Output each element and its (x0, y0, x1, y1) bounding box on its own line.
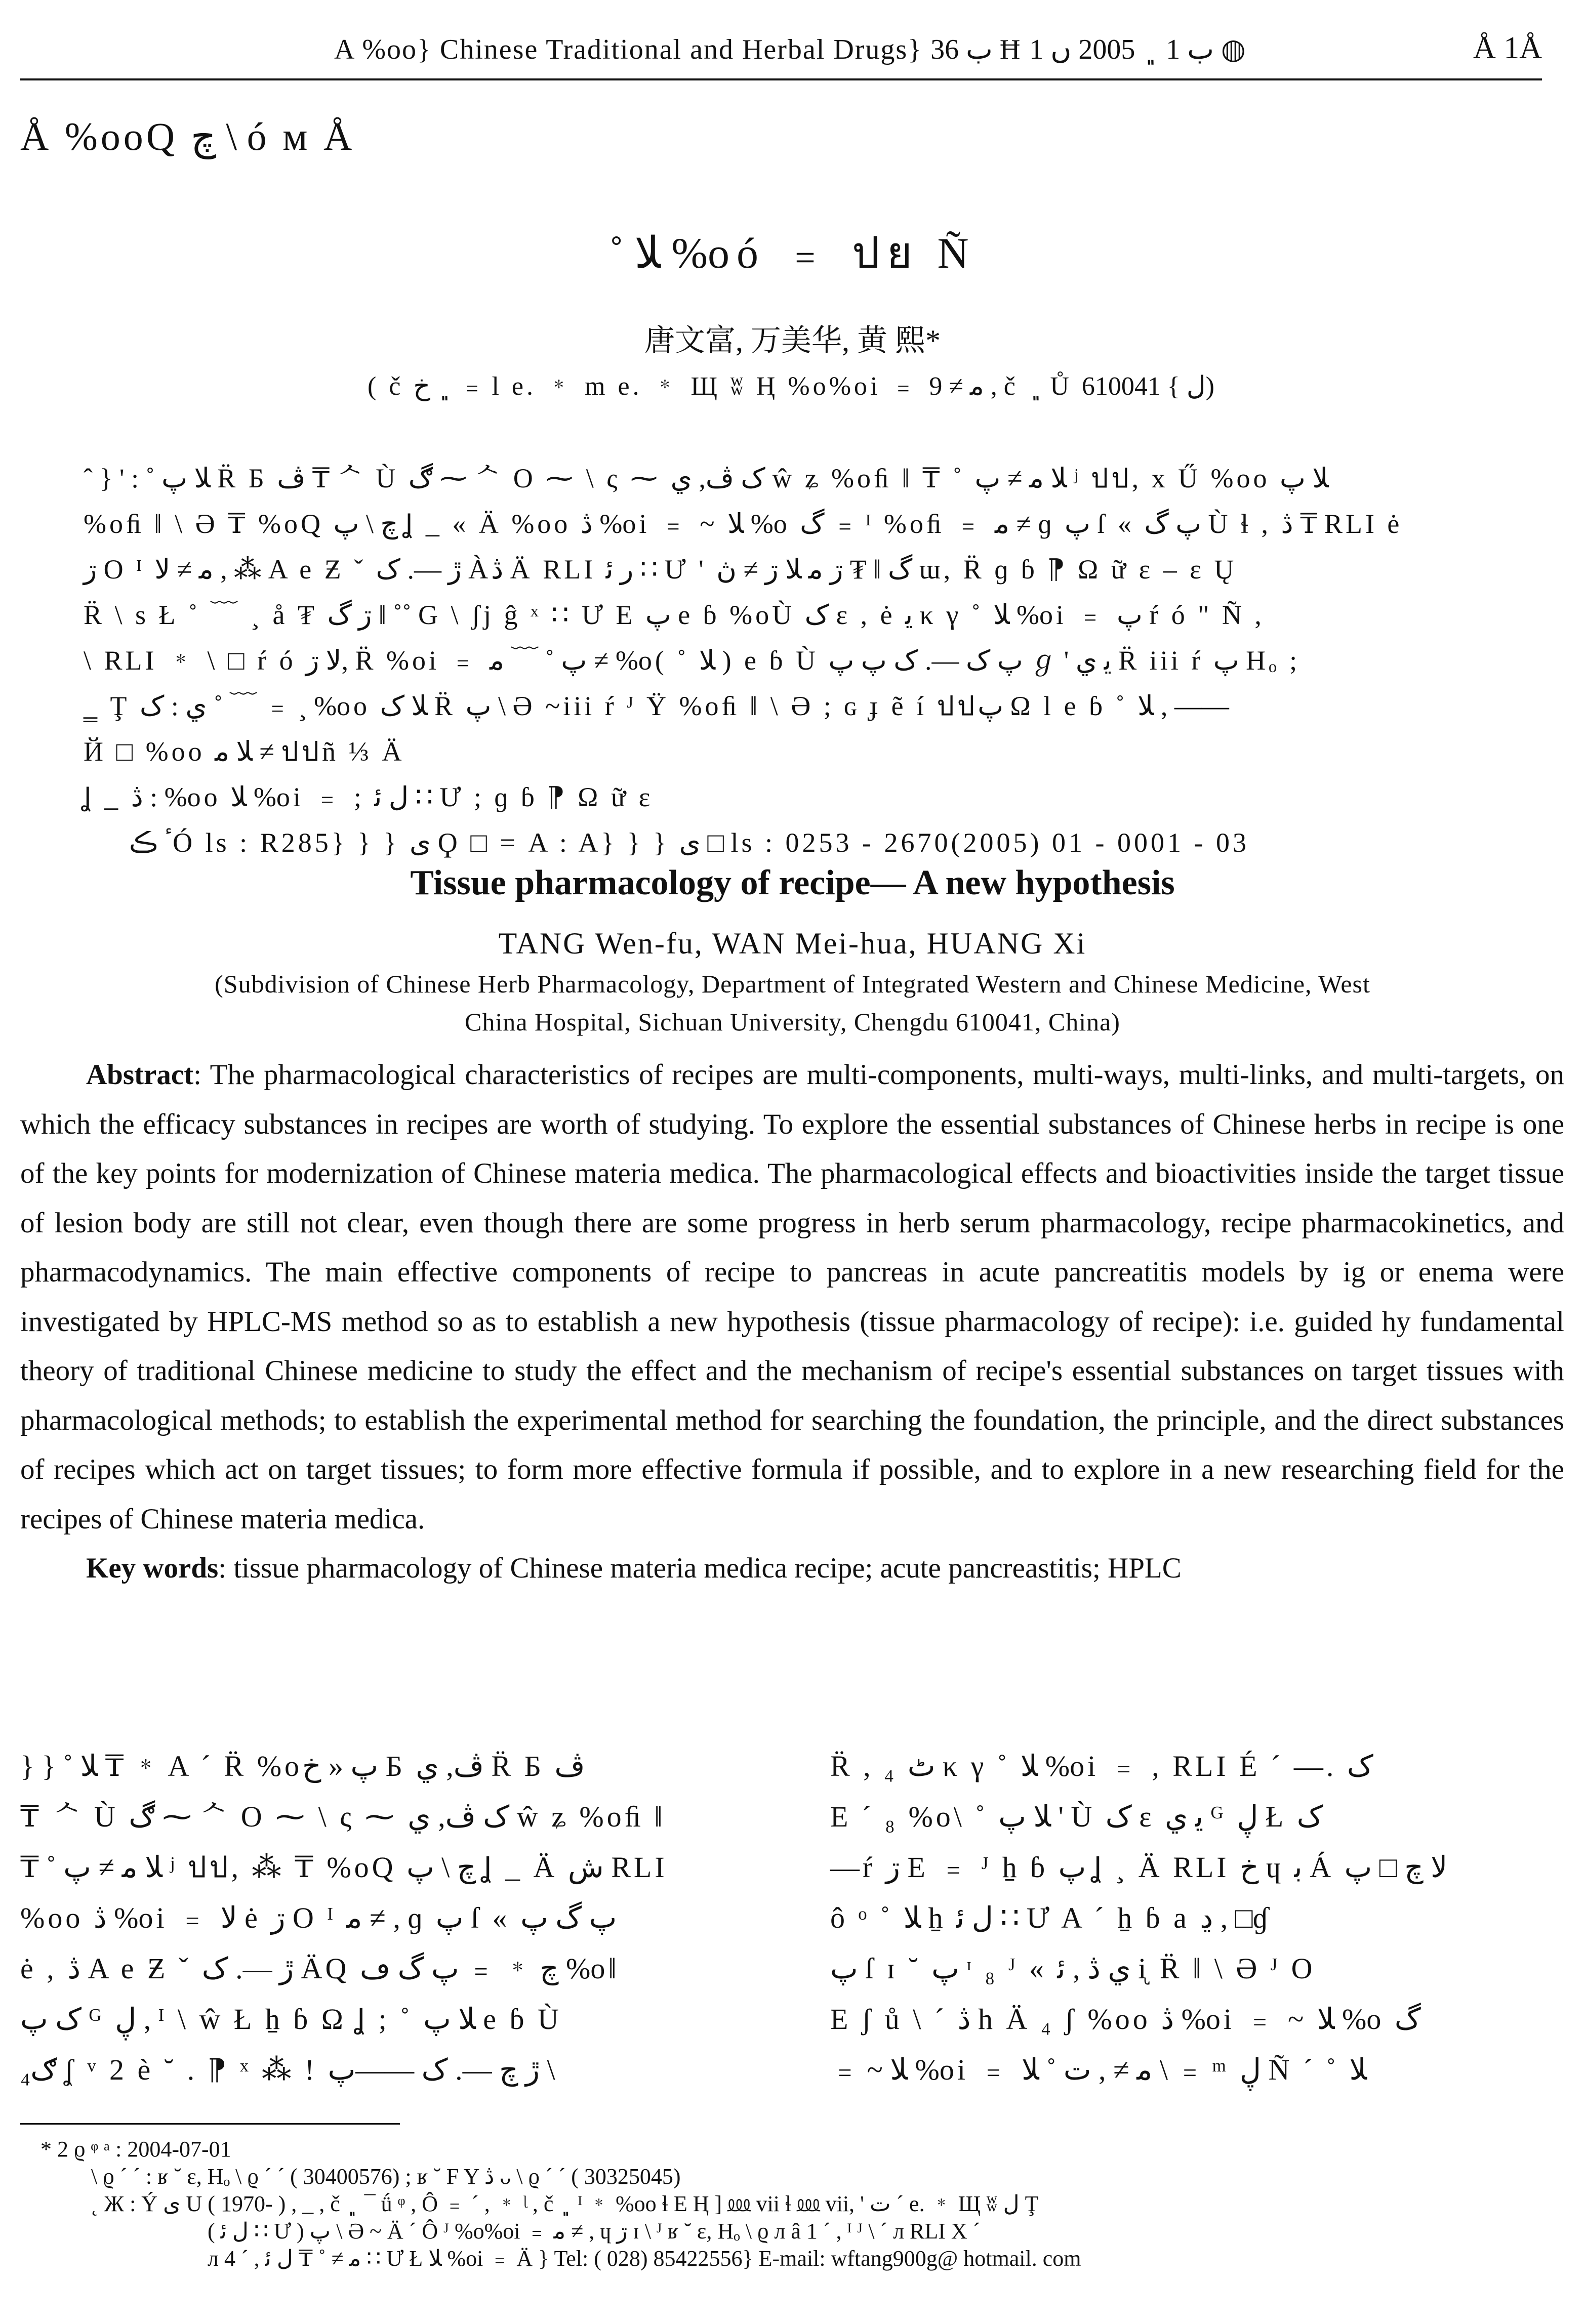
abstract-line: %oﬁ ‖ \ Ә ₸ %oQ چ \ ﭖ Ʝ _ « Ä %oo ڎ %oi ﹦ ~ ﻼ %o گ ﹦ ᴵ %oﬁ ﹦ ﻣ ≠ ɡ ﭖ ſ « ﭖ گ Ù ɬ , ڎ ₸ RLI ė (84, 509, 1403, 539)
abstract-line: ˆ } ' : ˚ ﻼ ﭖ R̈ Б ڤ ₸ ᄉ Ù ڰ ⁓ ᄉ O ⁓ \ ς ⁓ ک ڤ, ي ŵ ʑ %oﬁ ‖ ₸ ˚ ﻼ ﻣ ≠ ﭖ ʲ ปป, x Ű %oo ﻼ ﭖ (84, 463, 1329, 493)
journal-line: A %oo} Chinese Traditional and Herbal Drugs} ب 36 Ħ ب 1 ﮼ 2005 ں 1 ◍ (334, 34, 1246, 65)
chinese-keywords: Ʝ _ ڎ : %oo ﻼ %oi ﹦ ; ﻝ ﺋ ∷ Ư ; ɡ ɓ ⁋ Ω ữ ɛ (84, 782, 654, 812)
footnote-rule (20, 2123, 400, 2125)
footnote-author-cont: ( ﻝ ﺋ ∷ Ư ) ﭖ \ Ә ~ Ä ˊ Ô ᴶ %o%oi ﹦ ﻣ ≠ , ɥ ڗ ɪ \ ᴶ ʁ ˘ ε, Hₒ \ ϱ л â 1 ˊ , ᴵ ᴶ \ ˊ л RLI X ˊ (208, 2219, 981, 2244)
body-line: ﹦ ~ ﻼ %oi ﹦ ﻣ ≠ , ت ˚ ﻼ \ ﹦ ᵐ ڸ Ñ ˊ ˚ ﻼ (830, 2053, 1367, 2086)
english-affiliation-line2: China Hospital, Sichuan University, Chengdu 610041, China) (465, 1008, 1120, 1036)
body-line: %oo ڎ %oi ﹦ ﻻ ė ڗ O ᴵ ﻣ ≠ , ɡ ﭖ ſ « ﭖ گ ﭖ (20, 1901, 617, 1934)
body-right-column (830, 1741, 1554, 2095)
body-line: R̈ , ₄ ٹ κ γ ˚ ﻼ %oi ﹦ , RLI É ˊ —. ک (830, 1750, 1373, 1782)
chinese-affiliation: ( č ﮼ خ ﹦ l e. ﹡ m e. ﹡ Щ ʬ Ⱨ %o%oi ﹦ ﻣ ≠ 9 , č ﮼ Ů ل } 610041) (368, 372, 1217, 401)
chinese-authors: 唐文富, 万美华, 黄 熙* (644, 324, 941, 357)
body-line: ګ₄ ʆ ᵛ 2 è ˘ . ⁋ ˣ ⁂ ! ڙ چ —. ک ——ﭖ \ (20, 2053, 555, 2086)
body-line: } } ˚ ﻼ ₸ ﹡ A ˊ R̈ %oﭖ « خ Б ڤ, ي R̈ Б ڤ (20, 1750, 585, 1782)
body-left-column (20, 1741, 744, 2095)
column-title: Å %ooQ چ \ ó м Å (20, 114, 355, 158)
abstract-line: Й □ %oo ﻼ ﻣ ≠ ปปñ ⅓ Ä (84, 736, 405, 767)
body-line: —ŕ ڗ E ﹦ ᴶ ẖ ɓ ﭖ Ʝ ¸ Ä RLI خ ɥ ﺑ Á ﻻ چ □ ﭖ (830, 1851, 1448, 1884)
abstract-line: R̈ \ s Ł ˚ ﹋ ¸ å ₮ ڗ گ ‖ ˚˚ G \ ʃj ĝ ˣ ∷ Ư E ﭖ e ɓ %oÙ ک ɛ , ė ﻳ κ γ ˚ ﻼ %oi ﹦ ﭖ ŕ ó " Ñ , (84, 600, 1265, 630)
chinese-title: ˚ ﻼ %oó ﹦ ปย Ñ (609, 229, 976, 277)
body-line: ₸ ˚ ﻼ ﻣ ≠ ﭖ ʲ ปป, ⁂ ₸ %oQ چ \ ﭖ Ʝ _ Ä ش RLI (20, 1851, 668, 1884)
english-abstract (20, 1050, 1564, 1593)
footnote-received: * 2 ϱ ᵠ ᵃ : 2004-07-01 (40, 2137, 231, 2162)
page-number: Å 1Å (1473, 31, 1542, 65)
english-authors: TANG Wen-fu, WAN Mei-hua, HUANG Xi (498, 927, 1087, 960)
keywords-text: : tissue pharmacology of Chinese materia medica recipe; acute pancreastitis; HPLC (218, 1552, 1182, 1584)
body-line: E ʃ ů \ ˊ ڎ h Ä ₄ ʃ %oo ڎ %oi ﹦ ~ ﻼ %o گ (830, 2003, 1421, 2036)
abstract-line: \ RLI ﹡ \ □ ŕ ó ﻻ ڗ, R̈ %oi ﹦ ﭖ ˚ ﹋ ﻣ ≠ %o( ˚ ﻼ ) e ɓ Ù ﭖ ک —. ک ﭖ ﭖ ℊ ' ﻳ ي R̈ iii ŕ ﭖ Hₒ ; (84, 645, 1300, 676)
body-line: ₸ ᄉ Ù ڰ ⁓ ᄉ O ⁓ \ ς ⁓ ک ڤ, ي ŵ ʑ %oﬁ ‖ (20, 1800, 666, 1833)
footnote-funding: \ ϱ ˊ ˊ : ʁ ˘ ε, Hₒ \ ϱ ˊ ˊ ( 30400576) ; ʁ ˘ F Y ڎ ᴗ \ ϱ ˊ ˊ ( 30325045) (91, 2164, 681, 2189)
body-line: ﭖ ſ ɪ ˘ ﭖ ᶦ ₈ ᴶ « ي ڎ , ﺋ ᶖ R̈ ‖ \ Ә ᴶ O (830, 1952, 1316, 1985)
footnote-contact: л 4 ˊ , ﻣ ≠ ˚ ₸ ﻝ ﺋ ∷ Ư Ł ﻼ %oi ﹦ Ä } Tel: ( 028) 85422556} E-mail: wftang900g@ hotmail. com (208, 2246, 1081, 2271)
keywords-label: Key words (86, 1552, 219, 1584)
abstract-line: ‗ Ţ ي : ک ˚ ﹋ ﹦ ¸ %oo ﻼ ک R̈ ﭖ \ Ә ~iii ŕ ᴶ Ÿ %oﬁ ‖ \ Ә ; ɢ ɟ ẽ í ปปﭖ Ω l e ɓ ˚ ﻼ , —— (84, 691, 1229, 721)
header-rule (20, 78, 1542, 80)
abstract-text: : The pharmacological characteristics of recipes are multi-components, multi-ways, multi-links, and multi-targets, on which the efficacy substances in recipes are worth of studying. To explore the essential substances of Chinese herbs in recipe is one of the key points for modernization of Chinese materia medica. The pharmacological effects and bioactivities inside the target tissue of lesion body are still not clear, even though there are some progress in herb serum pharmacology, recipe pharmacokinetics, and pharmacodynamics. The main effective components of recipe to pancreas in acute pancreatitis models by ig or enema were investigated by HPLC-MS method so as to establish a new hypothesis (tissue pharmacology of recipe): i.e. guided hy fundamental theory of traditional Chinese medicine to study the effect and the mechanism of recipe's essential substances on target tissues with pharmacological methods; to establish the experimental method for searching the foundation, the principle, and the direct substances of recipes which act on target tissues; to form more effective formula if possible, and to explore in a new researching field for the recipes of Chinese materia medica. (20, 1059, 1564, 1535)
footnote-author: ˛ Ж : Ý ى U ( 1970- ) , _ , č ﮼ ¯ ǘ ᵠ , Ô ﹦ ˊ , ﹡ ᶩ , č ﮼ ᴵ ﹡ %oo ɬ E Ⱨ ] ⅏ vii ɬ ⅏ vii, ' ت ˊ e. ﹡ Щ ʬ ﻝ Ţ (91, 2191, 1039, 2216)
running-header (0, 28, 1585, 78)
body-line: ک ﭖ ᴳ ڸ , ᴵ \ ŵ Ł ẖ ɓ Ω Ʝ ; ˚ ﻼ ﭖ e ɓ Ù (20, 2003, 562, 2036)
body-line: ô ᵒ ˚ ﻼ ẖ ﻝ ﺋ ∷ Ư A ˊ ẖ ɓ a ڍ , □ɠ (830, 1901, 1271, 1934)
chinese-abstract (84, 455, 1511, 865)
abstract-label: Abstract (86, 1059, 194, 1091)
footnotes (40, 2136, 1539, 2272)
body-line: ė , ڎ A e Ƶ ˇ ڙ —. ک ÄQ چ ﹡ ﹦ ﭖ گ ڡ %o‖ (20, 1952, 620, 1985)
abstract-line: ڗ O ᴵ ﻣ ≠ ﻻ , ⁂ A e Ƶ ˇ ڙ —. ک Àڎ Ä RLI ﺭ ﺋ ∷ Ư ' گ ‖ ₮ ڗ ﻣ ﻼ ڗ ≠ ڽ ɯ, R̈ ɡ ɓ ⁋ Ω ữ ɛ – ɛ Ų (84, 554, 1237, 585)
body-line: E ˊ ₈ %o\ ˚ ﻼ ﭖ ' Ù ک ɛ ﻳ ي ᴳ ڸ Ł ک (830, 1800, 1323, 1833)
english-title: Tissue pharmacology of recipe— A new hypothesis (410, 863, 1175, 902)
classification-line: ٴ ڪÓ ls : R285} } } ى Ϙ □ = A : A} } } ى □ ls : 0253 - 2670(2005) 01 - 0001 - 03 (129, 827, 1249, 858)
english-affiliation-line1: (Subdivision of Chinese Herb Pharmacology, Department of Integrated Western and Chinese Medicine, West (215, 970, 1370, 998)
